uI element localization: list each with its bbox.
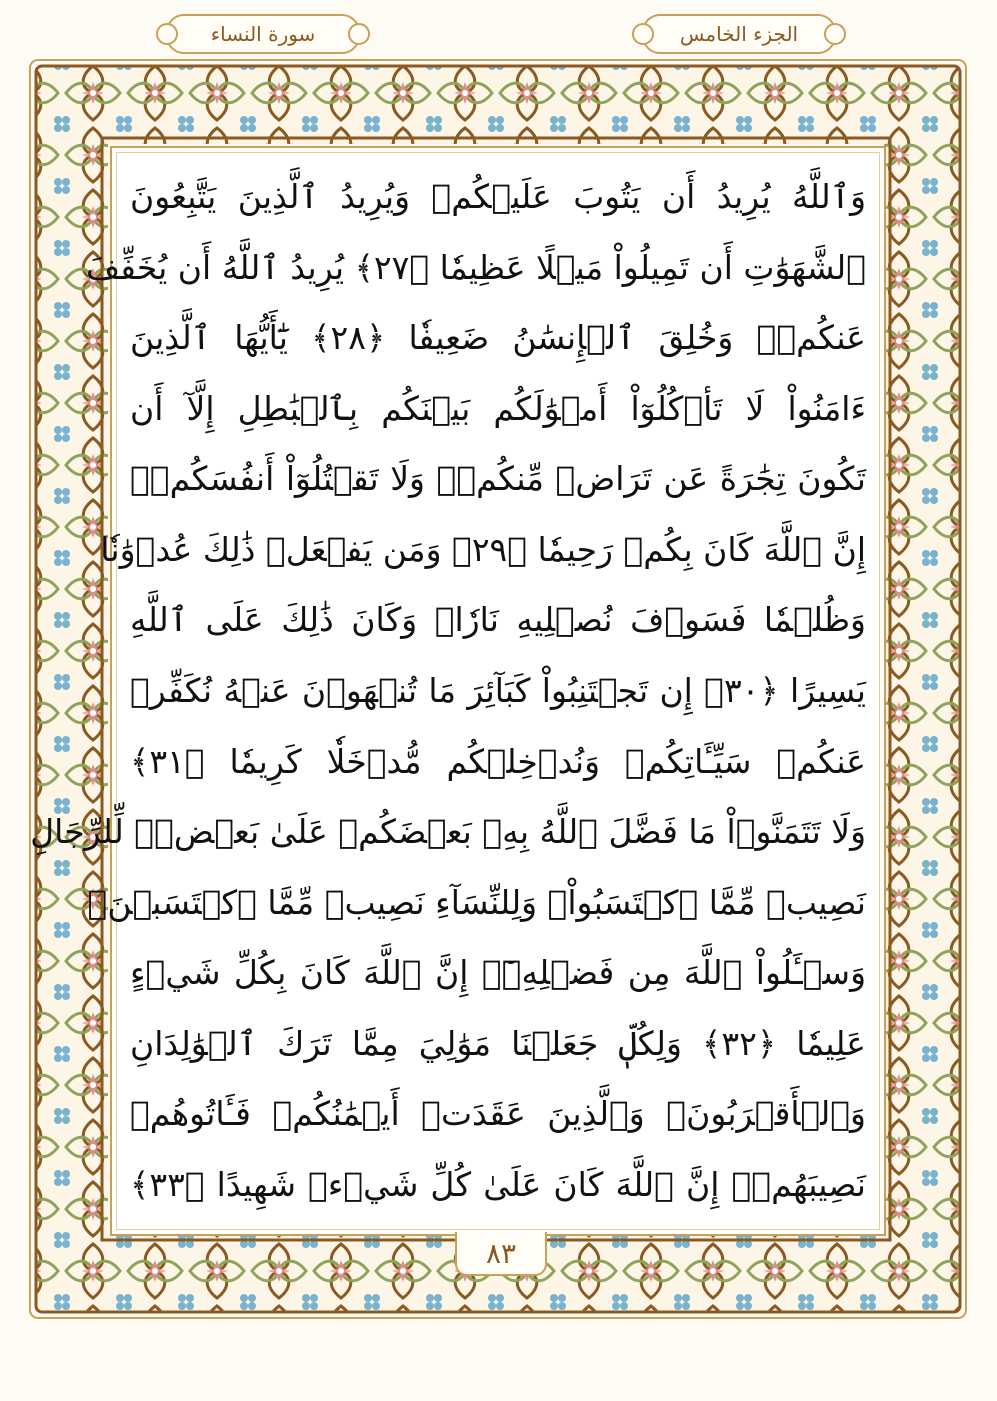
verse-line: عَلِيمٗا ﴿٣٢﴾ وَلِكُلّٖ جَعَلۡنَا مَوَٰلِيَ مِمَّا تَرَكَ ٱلۡوَٰلِدَانِ <box>130 1023 866 1063</box>
page-number-box <box>455 1232 547 1276</box>
verse-line: وَٱلۡأَقۡرَبُونَۚ وَٱلَّذِينَ عَقَدَتۡ أَيۡمَٰنُكُمۡ فَـَٔاتُوهُمۡ <box>130 1094 866 1134</box>
verse-line: عَنكُمۡ سَيِّـَٔاتِكُمۡ وَنُدۡخِلۡكُم مُّدۡخَلٗا كَرِيمٗا ﴿٣١﴾ <box>130 741 866 781</box>
verse-line: وَلَا تَتَمَنَّوۡاْ مَا فَضَّلَ ٱللَّهُ بِهِۦ بَعۡضَكُمۡ عَلَىٰ بَعۡضٖۚ لِّلرِّجَالِ <box>30 812 866 852</box>
verse-line: نَصِيبَهُمۡۚ إِنَّ ٱللَّهَ كَانَ عَلَىٰ كُلِّ شَيۡءٖ شَهِيدًا ﴿٣٣﴾ <box>130 1164 866 1204</box>
verse-line: نَصِيبٞ مِّمَّا ٱكۡتَسَبُواْۖ وَلِلنِّسَآءِ نَصِيبٞ مِّمَّا ٱكۡتَسَبۡنَۚ <box>87 882 866 922</box>
juz-name: الجزء الخامس <box>679 22 799 46</box>
verse-line: عَنكُمۡۚ وَخُلِقَ ٱلۡإِنسَٰنُ ضَعِيفٗا ﴿٢٨﴾ يَٰٓأَيُّهَا ٱلَّذِينَ <box>130 318 866 358</box>
verse-line: وَسۡـَٔلُواْ ٱللَّهَ مِن فَضۡلِهِۦٓۚ إِنَّ ٱللَّهَ كَانَ بِكُلِّ شَيۡءٍ <box>130 953 866 993</box>
surah-name: سورة النساء <box>210 22 316 46</box>
verse-line: ٱلشَّهَوَٰتِ أَن تَمِيلُواْ مَيۡلًا عَظِيمٗا ﴿٢٧﴾ يُرِيدُ ٱللَّهُ أَن يُخَفِّفَ <box>85 247 866 287</box>
verse-line: تَكُونَ تِجَٰرَةً عَن تَرَاضٖ مِّنكُمۡۚ وَلَا تَقۡتُلُوٓاْ أَنفُسَكُمۡۚ <box>130 459 866 499</box>
verse-line: وَظُلۡمٗا فَسَوۡفَ نُصۡلِيهِ نَارٗاۚ وَكَانَ ذَٰلِكَ عَلَى ٱللَّهِ <box>130 600 866 640</box>
page-number: ٨٣ <box>485 1236 517 1270</box>
verse-line: إِنَّ ٱللَّهَ كَانَ بِكُمۡ رَحِيمٗا ﴿٢٩﴾ وَمَن يَفۡعَلۡ ذَٰلِكَ عُدۡوَٰنٗا <box>100 529 866 569</box>
verse-text-panel <box>30 146 886 1236</box>
verse-lines <box>30 164 866 1218</box>
verse-line: ءَامَنُواْ لَا تَأۡكُلُوٓاْ أَمۡوَٰلَكُم بَيۡنَكُم بِٱلۡبَٰطِلِ إِلَّآ أَن <box>130 388 866 428</box>
verse-line: يَسِيرًا ﴿٣٠﴾ إِن تَجۡتَنِبُواْ كَبَآئِرَ مَا تُنۡهَوۡنَ عَنۡهُ نُكَفِّرۡ <box>130 670 866 710</box>
verse-line: وَٱللَّهُ يُرِيدُ أَن يَتُوبَ عَلَيۡكُمۡ وَيُرِيدُ ٱلَّذِينَ يَتَّبِعُونَ <box>130 177 866 216</box>
surah-name-label <box>166 14 360 54</box>
juz-name-label <box>642 14 836 54</box>
